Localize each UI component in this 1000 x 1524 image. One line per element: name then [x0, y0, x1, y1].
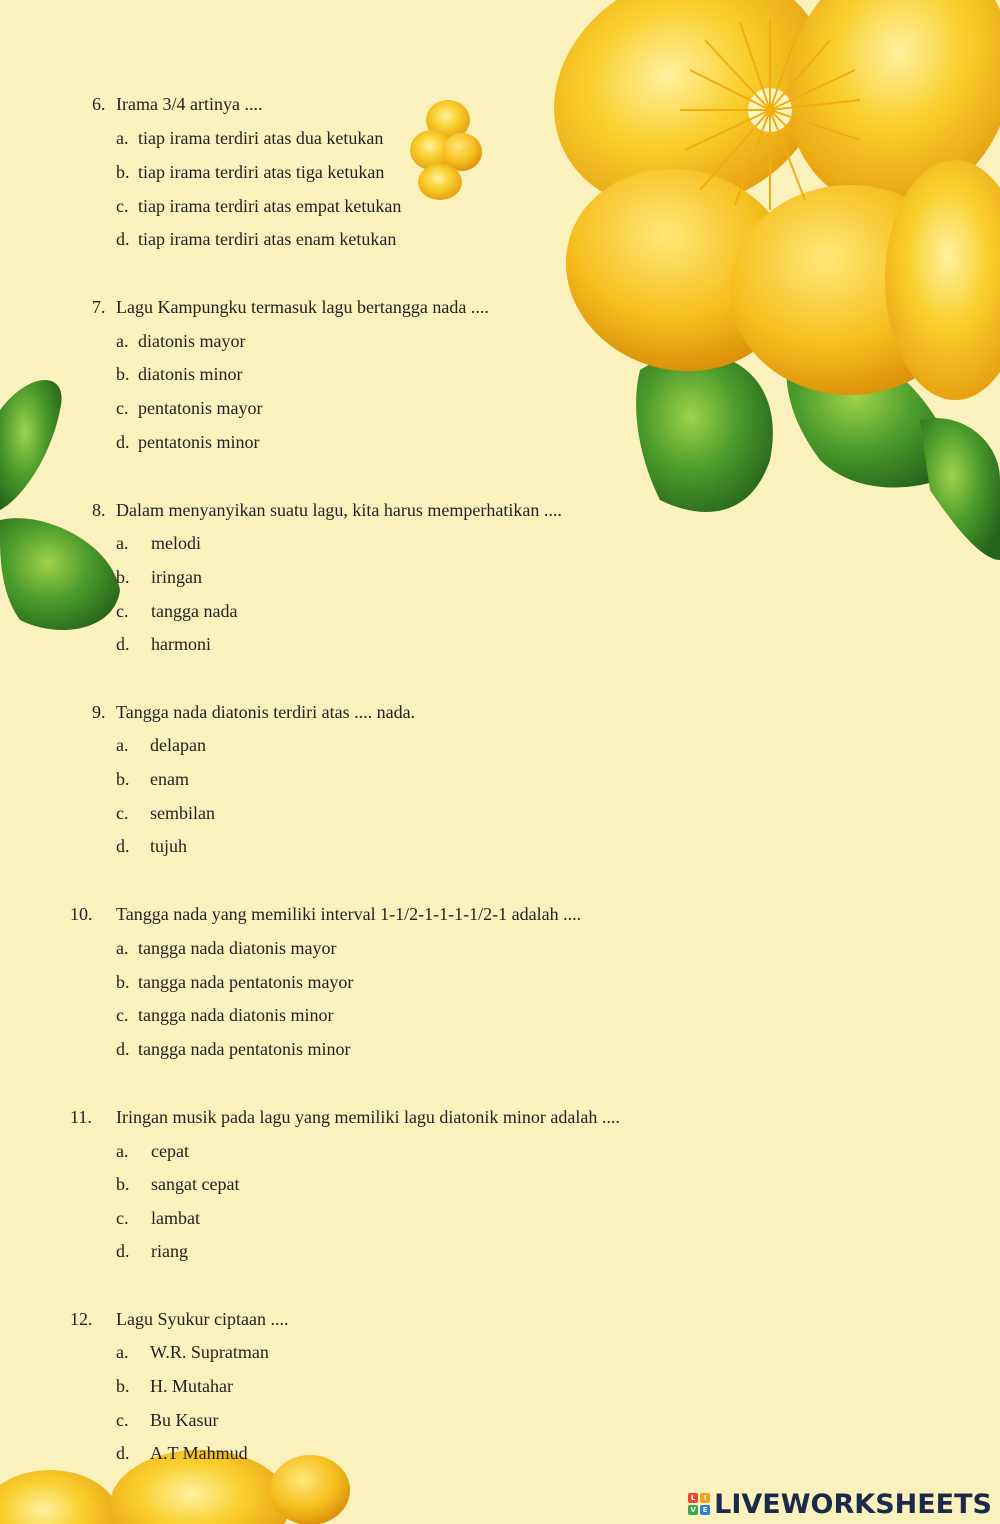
question-number: 11.: [70, 1107, 92, 1127]
option-letter: d.: [116, 634, 130, 654]
option-letter: b.: [116, 364, 130, 384]
option-text: tangga nada diatonis mayor: [138, 938, 337, 958]
option-text: tiap irama terdiri atas empat ketukan: [138, 196, 402, 216]
option-letter: c.: [116, 803, 129, 823]
option-text: pentatonis minor: [138, 432, 260, 452]
option-text: diatonis mayor: [138, 331, 246, 351]
option-text: tangga nada pentatonis minor: [138, 1039, 351, 1059]
logo-letter: V: [688, 1505, 698, 1515]
option-letter: c.: [116, 398, 129, 418]
question-number: 8.: [92, 500, 106, 520]
question-stem: Lagu Syukur ciptaan ....: [116, 1309, 289, 1329]
leaf-left-1: [0, 380, 62, 510]
question-number: 9.: [92, 702, 106, 722]
option-letter: c.: [116, 196, 129, 216]
question-10: [70, 903, 710, 927]
option-letter: b.: [116, 567, 130, 587]
leaf-right-1: [636, 353, 773, 512]
question-stem: Tangga nada yang memiliki interval 1-1/2-1-1-1-1/2-1 adalah ....: [116, 904, 582, 924]
option-letter: d.: [116, 1241, 130, 1261]
option-text: A.T Mahmud: [150, 1443, 248, 1463]
option-letter: a.: [116, 1141, 129, 1161]
question-stem: Dalam menyanyikan suatu lagu, kita harus memperhatikan ....: [116, 500, 562, 520]
option-letter: d.: [116, 229, 130, 249]
liveworksheets-logo[interactable]: [688, 1488, 992, 1520]
question-12: [70, 1308, 670, 1332]
option-letter: b.: [116, 972, 130, 992]
question-number: 7.: [92, 297, 106, 317]
question-9: [92, 701, 692, 725]
logo-grid-icon: [688, 1493, 710, 1515]
option-text: tangga nada pentatonis mayor: [138, 972, 354, 992]
leaf-left-2: [0, 518, 120, 630]
option-text: tangga nada: [151, 601, 238, 621]
option-letter: c.: [116, 1005, 129, 1025]
option-letter: c.: [116, 1410, 129, 1430]
option-text: riang: [151, 1241, 188, 1261]
option-letter: b.: [116, 769, 130, 789]
logo-letter: L: [688, 1493, 698, 1503]
option-text: melodi: [151, 533, 201, 553]
option-letter: b.: [116, 162, 130, 182]
question-11: [70, 1106, 730, 1130]
option-letter: d.: [116, 1443, 130, 1463]
option-letter: d.: [116, 432, 130, 452]
option-letter: a.: [116, 938, 129, 958]
question-stem: Irama 3/4 artinya ....: [116, 94, 263, 114]
option-text: H. Mutahar: [150, 1376, 233, 1396]
option-letter: d.: [116, 1039, 130, 1059]
question-7: [92, 296, 692, 320]
question-stem: Lagu Kampungku termasuk lagu bertangga nada ....: [116, 297, 489, 317]
option-text: sangat cepat: [151, 1174, 240, 1194]
option-text: tujuh: [150, 836, 188, 856]
option-letter: a.: [116, 1342, 129, 1362]
option-letter: d.: [116, 836, 130, 856]
question-6: [92, 93, 692, 117]
option-text: lambat: [151, 1208, 200, 1228]
option-letter: b.: [116, 1376, 130, 1396]
option-text: Bu Kasur: [150, 1410, 219, 1430]
option-text: delapan: [150, 735, 206, 755]
option-text: tiap irama terdiri atas enam ketukan: [138, 229, 397, 249]
option-text: cepat: [151, 1141, 189, 1161]
option-letter: c.: [116, 601, 129, 621]
option-letter: a.: [116, 128, 129, 148]
logo-letter: I: [700, 1493, 710, 1503]
option-text: tiap irama terdiri atas tiga ketukan: [138, 162, 385, 182]
option-text: W.R. Supratman: [150, 1342, 269, 1362]
question-8: [92, 499, 712, 523]
option-text: tiap irama terdiri atas dua ketukan: [138, 128, 384, 148]
option-letter: c.: [116, 1208, 129, 1228]
option-letter: b.: [116, 1174, 130, 1194]
question-number: 12.: [70, 1309, 93, 1329]
option-letter: a.: [116, 331, 129, 351]
option-letter: a.: [116, 533, 129, 553]
option-text: iringan: [151, 567, 202, 587]
logo-text: LIVEWORKSHEETS: [714, 1488, 992, 1520]
leaf-right-3: [920, 418, 1000, 560]
option-text: enam: [150, 769, 189, 789]
logo-letter: E: [700, 1505, 710, 1515]
question-stem: Iringan musik pada lagu yang memiliki lagu diatonik minor adalah ....: [116, 1107, 620, 1127]
option-text: harmoni: [151, 634, 211, 654]
option-text: pentatonis mayor: [138, 398, 263, 418]
question-stem: Tangga nada diatonis terdiri atas .... nada.: [116, 702, 416, 722]
option-text: sembilan: [150, 803, 215, 823]
option-text: tangga nada diatonis minor: [138, 1005, 334, 1025]
option-letter: a.: [116, 735, 129, 755]
question-number: 6.: [92, 94, 106, 114]
question-number: 10.: [70, 904, 93, 924]
option-text: diatonis minor: [138, 364, 243, 384]
